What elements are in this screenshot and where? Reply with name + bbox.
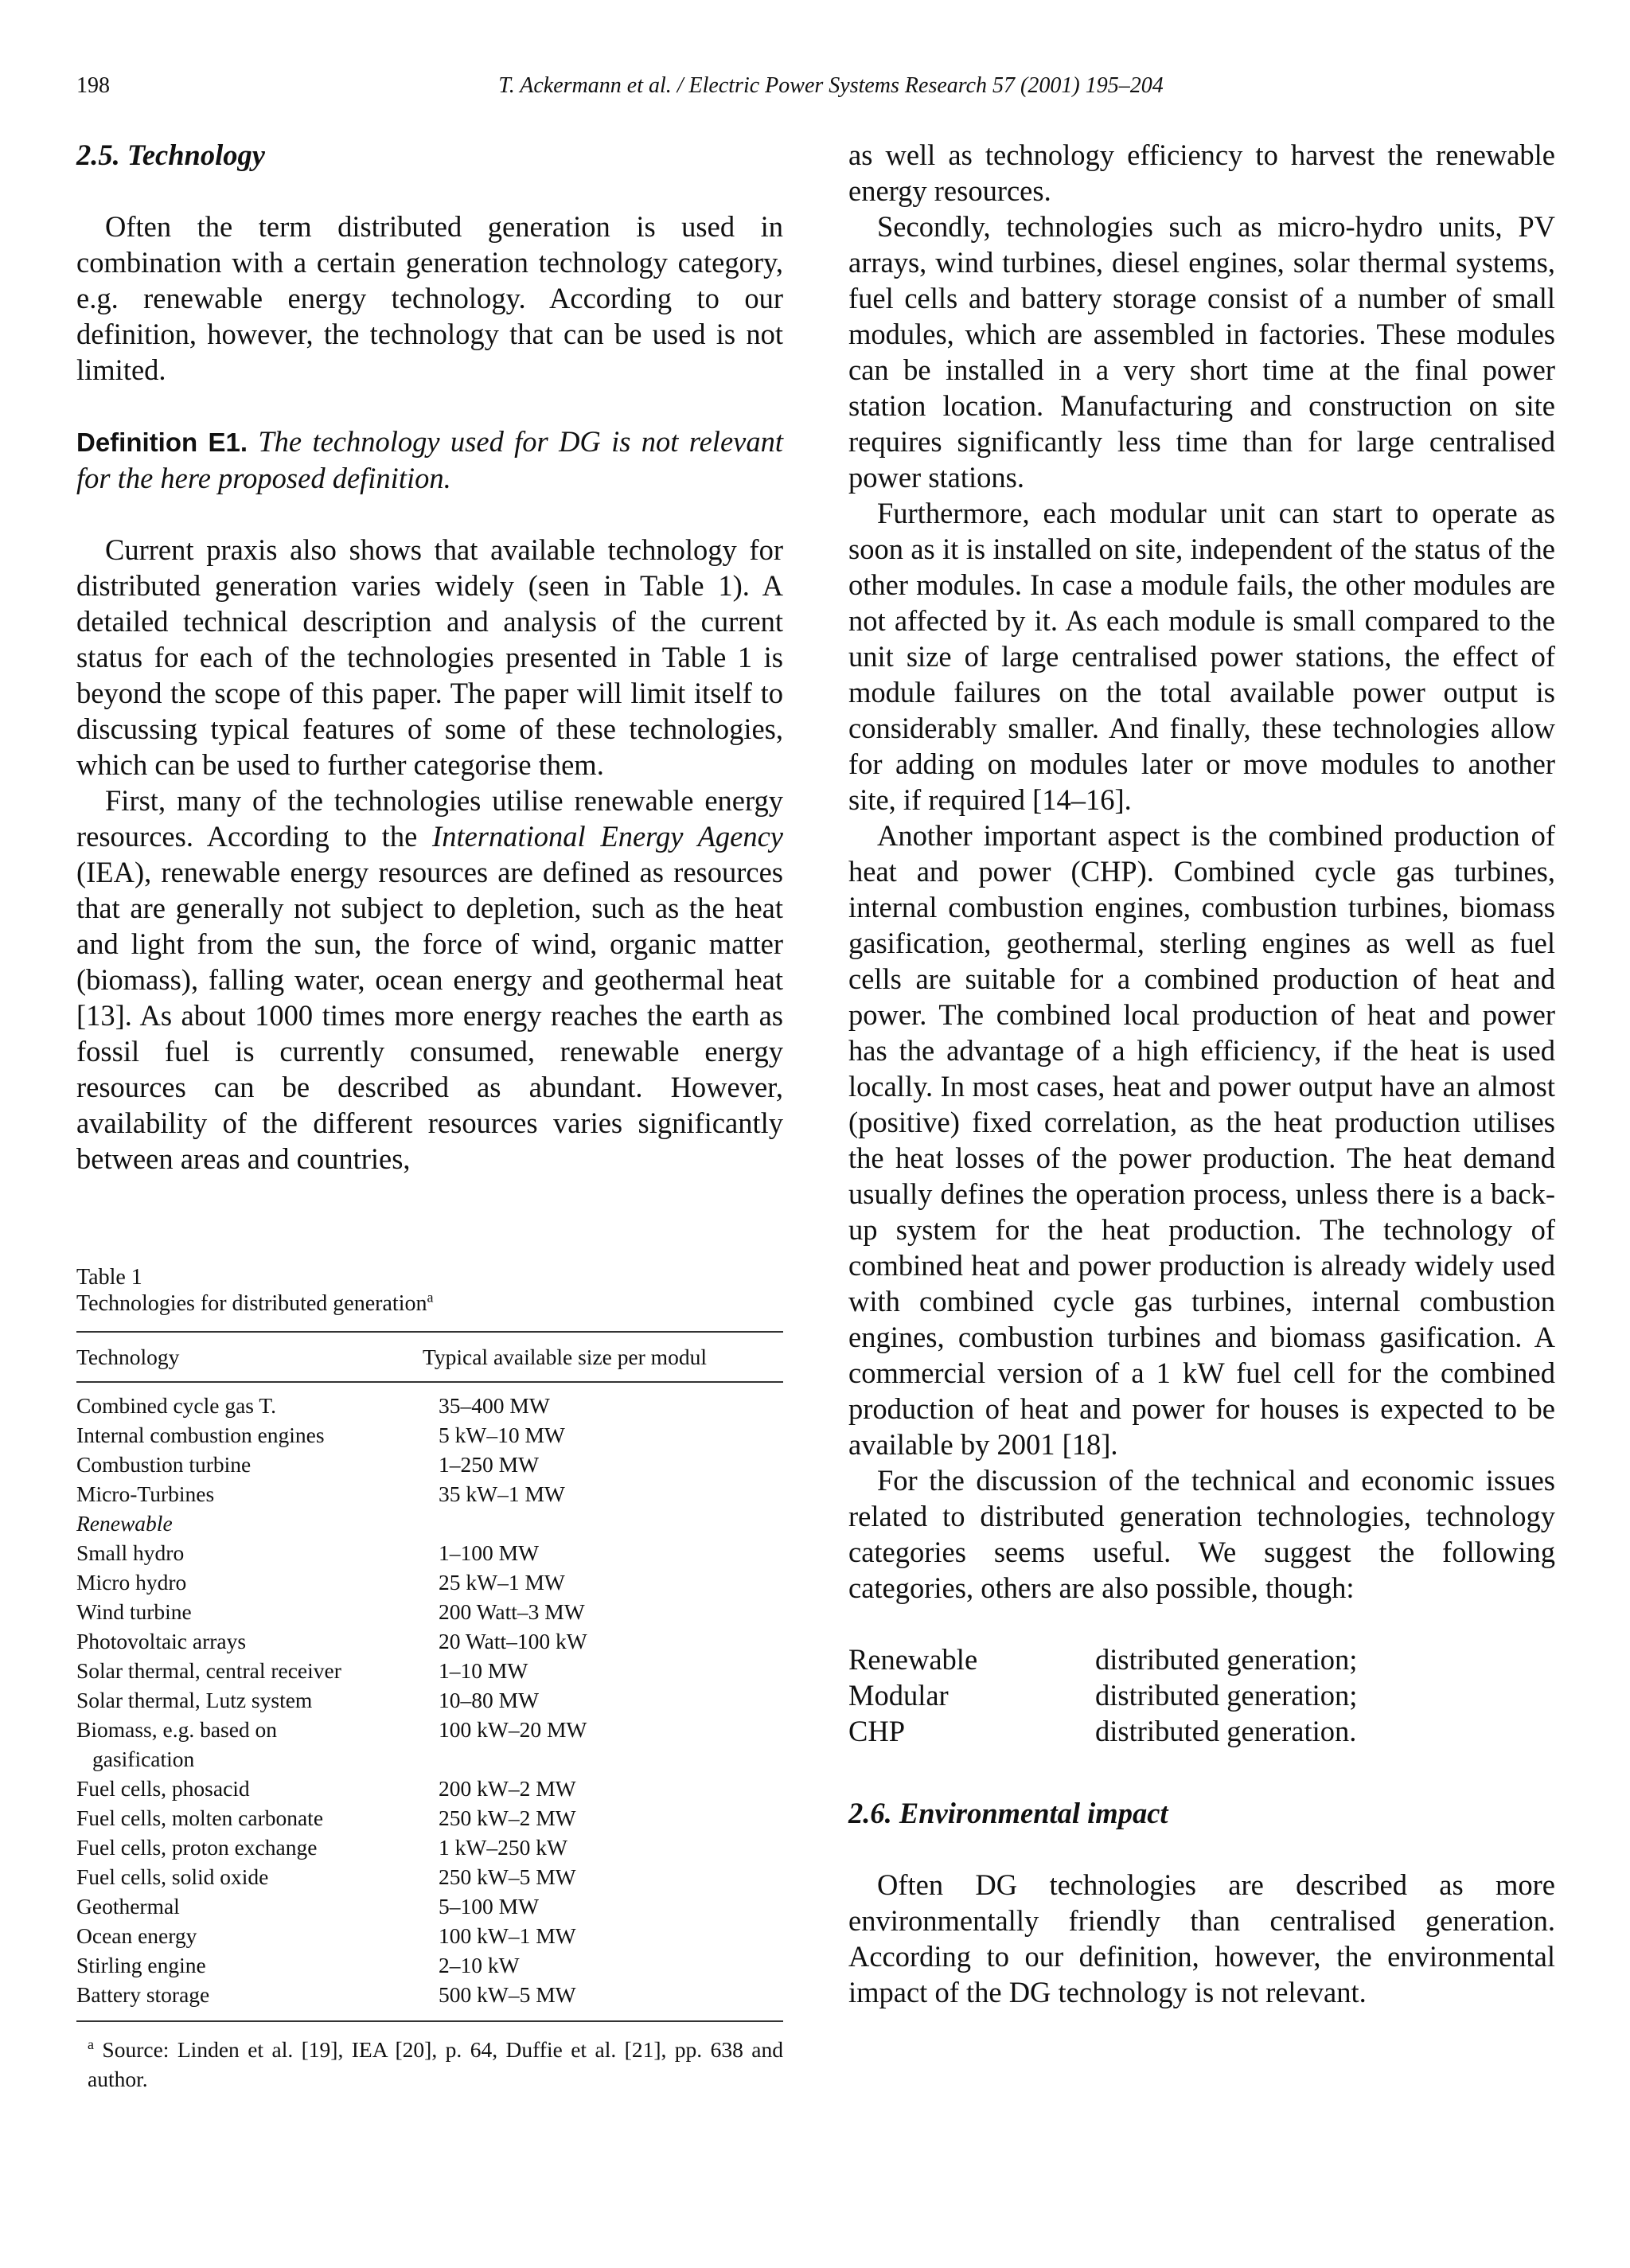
category-item — [848, 1641, 1555, 1677]
footnote-text: Source: Linden et al. [19], IEA [20], p. 64, Duffie et al. [21], pp. 638 and author. — [88, 2037, 783, 2091]
cell-size: 35 kW–1 MW — [439, 1481, 565, 1506]
table-row — [76, 1921, 783, 1950]
section-title-technology: 2.5. Technology — [76, 139, 265, 171]
cell-size: 100 kW–1 MW — [439, 1923, 576, 1948]
cell-technology: gasification — [92, 1747, 195, 1771]
technology-table-body — [76, 1391, 783, 2009]
cell-technology: Wind turbine — [76, 1599, 192, 1624]
cell-technology: Photovoltaic arrays — [76, 1629, 247, 1653]
table-row — [76, 1833, 783, 1862]
definition-text: The technology used for DG is not relevant for the here proposed definition. — [76, 425, 783, 494]
paragraph: Another important aspect is the combined production of heat and power (CHP). Combined cycle gas turbines, internal combustion engines, combustion turbines, biomass gasification, geothermal, sterling engines as well as fuel cells are suitable for a combined production of heat and power. The combined local production of heat and power has the advantage of a high efficiency, if the heat is used locally. In most cases, heat and power output have an almost (positive) fixed correlation, as the heat production utilises the heat losses of the power production. The heat demand usually defines the operation process, unless there is a back-up system for the heat production. The technology of combined heat and power production is already widely used with combined cycle gas turbines, internal combustion engines, combustion turbines and biomass gasification. A commercial version of a 1 kW fuel cell for the combined production of heat and power for houses is expected to be available by 2001 [18]. — [848, 819, 1555, 1461]
section-title-environmental-impact: 2.6. Environmental impact — [848, 1797, 1168, 1829]
cell-size: 5 kW–10 MW — [439, 1423, 565, 1447]
category-item — [848, 1677, 1555, 1713]
cell-size: 1–10 MW — [439, 1658, 528, 1683]
text-run: First, many of the technologies utilise renewable energy resources. According to the — [76, 784, 783, 853]
category-desc: distributed generation; — [1095, 1679, 1358, 1712]
table-row — [76, 1450, 783, 1479]
cell-size: 250 kW–2 MW — [439, 1805, 576, 1830]
cell-technology: Fuel cells, phosacid — [76, 1776, 250, 1801]
footnote-mark: a — [88, 2036, 94, 2052]
right-body-2 — [848, 1867, 1555, 2010]
cell-size: 1–250 MW — [439, 1452, 540, 1477]
paragraph: Often DG technologies are described as more environmentally friendly than centralised generation. According to our definition, however, the environmental impact of the DG technology is not relevant. — [848, 1868, 1555, 2008]
left-column — [76, 137, 783, 1177]
table-row — [76, 1567, 783, 1597]
technology-table — [76, 1342, 783, 1372]
table-caption — [76, 1290, 783, 1317]
table-row — [76, 1980, 783, 2009]
cell-technology: Micro hydro — [76, 1570, 187, 1595]
cell-size: 5–100 MW — [439, 1894, 540, 1919]
cell-size: 500 kW–5 MW — [439, 1982, 576, 2007]
category-list — [848, 1641, 1555, 1749]
right-column — [848, 137, 1555, 2010]
cell-technology: Stirling engine — [76, 1953, 206, 1977]
table-row — [76, 1862, 783, 1891]
cell-size: 20 Watt–100 kW — [439, 1629, 587, 1653]
cell-size: 1 kW–250 kW — [439, 1835, 567, 1860]
right-body — [848, 137, 1555, 1606]
left-body-2 — [76, 532, 783, 1177]
cell-size — [439, 1509, 783, 1538]
cell-technology: Solar thermal, Lutz system — [76, 1688, 313, 1712]
paragraph: For the discussion of the technical and economic issues related to distributed generation technologies, technology categories seems useful. We suggest the following categories, others are also possible, though: — [848, 1464, 1555, 1604]
journal-reference: T. Ackermann et al. / Electric Power Systems Research 57 (2001) 195–204 — [498, 73, 1164, 98]
cell-technology: Geothermal — [76, 1894, 180, 1919]
category-name: Renewable — [848, 1643, 978, 1676]
paragraph: Furthermore, each modular unit can start to operate as soon as it is installed on site, independent of the status of the other modules. In case a module fails, the other modules are not affected by it. As each module is small compared to the unit size of large centralised power stations, the effect of module failures on the total available power output is considerably smaller. And finally, these technologies allow for adding on modules later or move modules to another site, if required [14–16]. — [848, 497, 1555, 816]
cell-technology: Combustion turbine — [76, 1452, 252, 1477]
table-row — [76, 1420, 783, 1450]
cell-technology: Internal combustion engines — [76, 1423, 325, 1447]
org-name: International Energy Agency — [432, 820, 783, 853]
definition-label: Definition E1. — [76, 427, 248, 457]
table-row — [76, 1626, 783, 1656]
page-number: 198 — [76, 73, 110, 98]
table-row — [76, 1891, 783, 1921]
left-body — [76, 209, 783, 388]
paragraph: Secondly, technologies such as micro-hydro units, PV arrays, wind turbines, diesel engines, solar thermal systems, fuel cells and battery storage consist of a number of small modules, which are assembled in factories. These modules can be installed in a very short time at the final power station location. Manufacturing and construction on site requires significantly less time than for large centralised power stations. — [848, 210, 1555, 494]
cell-technology: Small hydro — [76, 1540, 185, 1565]
paragraph: as well as technology efficiency to harvest the renewable energy resources. — [848, 139, 1555, 207]
table-row — [76, 1685, 783, 1715]
table-row — [76, 1950, 783, 1980]
table-header-row — [76, 1342, 783, 1372]
cell-technology: Micro-Turbines — [76, 1481, 215, 1506]
table-row — [76, 1803, 783, 1833]
cell-size — [439, 1744, 783, 1774]
table-row — [76, 1391, 783, 1420]
cell-size: 35–400 MW — [439, 1393, 550, 1418]
table-row — [76, 1744, 783, 1774]
cell-technology: Battery storage — [76, 1982, 210, 2007]
text-run: (IEA), renewable energy resources are defined as resources that are generally not subject to depletion, such as the heat and light from the sun, the force of wind, organic matter (biomass), falling water, ocean energy and geothermal heat [13]. As about 1000 times more energy reaches the earth as fossil fuel is currently consumed, renewable energy resources can be described as abundant. However, availability of the different resources varies significantly between areas and countries, — [76, 856, 783, 1175]
cell-size: 1–100 MW — [439, 1540, 540, 1565]
caption-footnote-mark: a — [427, 1289, 434, 1306]
running-header — [76, 73, 1554, 105]
table-row — [76, 1479, 783, 1509]
definition-e1 — [76, 424, 783, 496]
cell-technology: Biomass, e.g. based on — [76, 1717, 278, 1742]
caption-text: Technologies for distributed generation — [76, 1291, 427, 1316]
cell-size: 200 Watt–3 MW — [439, 1599, 585, 1624]
table-footnote — [76, 2035, 783, 2094]
paragraph: Often the term distributed generation is used in combination with a certain generation technology category, e.g. renewable energy technology. According to our definition, however, the technology that can be used is not limited. — [76, 210, 783, 386]
table-row — [76, 1509, 783, 1538]
category-item — [848, 1713, 1555, 1749]
table-header-rule — [76, 1381, 783, 1383]
table-bottom-rule — [76, 2020, 783, 2022]
column-header-technology: Technology — [76, 1345, 180, 1369]
column-header-size: Typical available size per modul — [423, 1345, 707, 1369]
table-row — [76, 1715, 783, 1744]
cell-size: 2–10 kW — [439, 1953, 520, 1977]
cell-technology: Fuel cells, molten carbonate — [76, 1805, 324, 1830]
cell-technology: Renewable — [76, 1511, 173, 1536]
table-row — [76, 1774, 783, 1803]
cell-technology: Fuel cells, proton exchange — [76, 1835, 318, 1860]
table-row — [76, 1538, 783, 1567]
table-row — [76, 1656, 783, 1685]
table-row — [76, 1597, 783, 1626]
cell-technology: Combined cycle gas T. — [76, 1393, 277, 1418]
cell-technology: Ocean energy — [76, 1923, 197, 1948]
category-name: Modular — [848, 1679, 949, 1712]
cell-technology: Solar thermal, central receiver — [76, 1658, 341, 1683]
cell-size: 250 kW–5 MW — [439, 1864, 576, 1889]
cell-size: 25 kW–1 MW — [439, 1570, 565, 1595]
table-label: Table 1 — [76, 1265, 142, 1290]
paragraph: Current praxis also shows that available technology for distributed generation varies widely (seen in Table 1). A detailed technical description and analysis of the current status for each of the technologies presented in Table 1 is beyond the scope of this paper. The paper will limit itself to discussing typical features of some of these technologies, which can be used to further categorise them. — [76, 533, 783, 781]
category-desc: distributed generation; — [1095, 1643, 1358, 1676]
cell-size: 200 kW–2 MW — [439, 1776, 576, 1801]
cell-technology: Fuel cells, solid oxide — [76, 1864, 269, 1889]
cell-size: 100 kW–20 MW — [439, 1717, 587, 1742]
cell-size: 10–80 MW — [439, 1688, 540, 1712]
category-desc: distributed generation. — [1095, 1715, 1357, 1747]
category-name: CHP — [848, 1715, 906, 1747]
table-1 — [76, 1264, 783, 2094]
paragraph — [76, 783, 783, 1177]
table-top-rule — [76, 1331, 783, 1333]
